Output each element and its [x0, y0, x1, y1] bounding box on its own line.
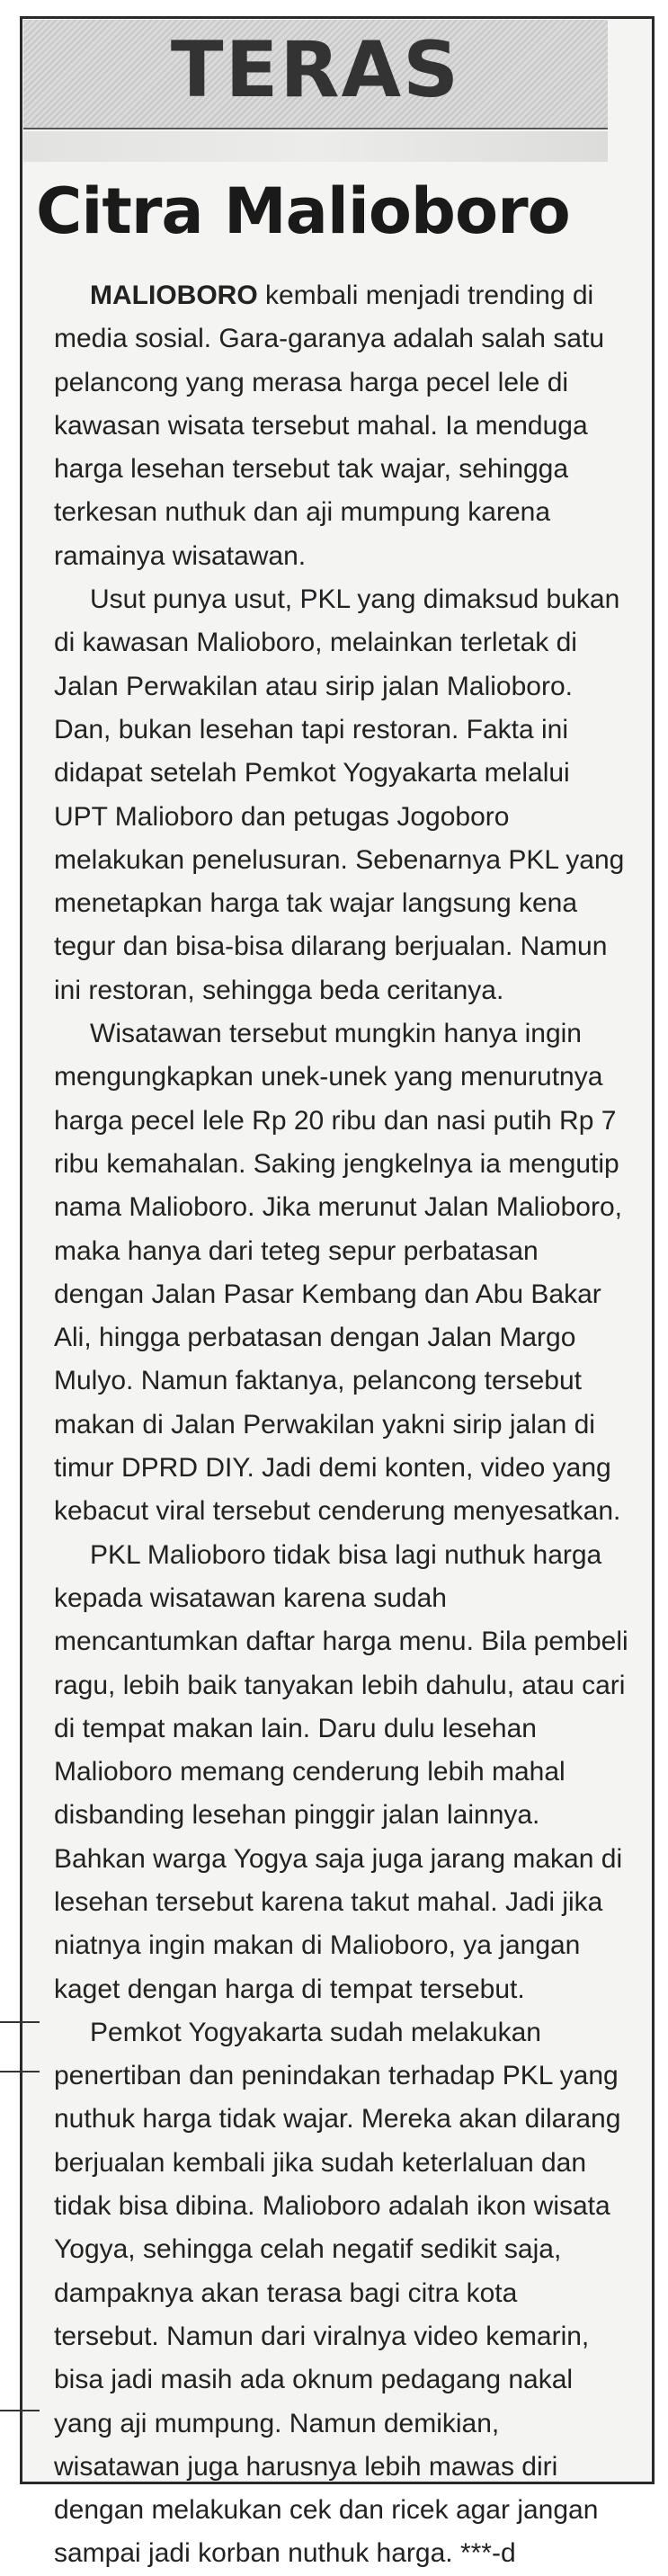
rubric-title: TERAS [170, 25, 461, 115]
bleed-through-strip [23, 131, 608, 162]
article-paragraph: PKL Malioboro tidak bisa lagi nuthuk harga kepada wisatawan karena sudah mencantumkan daftar harga menu. Bila pembeli ragu, lebih baik tanyakan lebih dahulu, atau cari di tempat makan lain. Daru dulu lesehan Malioboro memang cenderung lebih mahal disbanding lesehan pinggir jalan lainnya. Bahkan warga Yogya saja juga jarang makan di lesehan tersebut karena takut mahal. Jadi jika niatnya ingin makan di Malioboro, ya jangan kaget dengan harga di tempat tersebut. [54, 1539, 628, 2004]
paragraph-text: kembali menjadi trending di media sosial. Gara-garanya adalah salah satu pelancong yang merasa harga pecel lele di kawasan wisata tersebut mahal. Ia menduga harga lesehan tersebut tak wajar, sehingga terkesan nuthuk dan aji mumpung karena ramainya wisatawan. [54, 281, 605, 571]
lead-word: MALIOBORO [90, 281, 258, 310]
article-paragraph: Wisatawan tersebut mungkin hanya ingin mengungkapkan unek-unek yang menurutnya harga pecel lele Rp 20 ribu dan nasi putih Rp 7 ribu kemahalan. Saking jengkelnya ia mengutip nama Malioboro. Jika merunut Jalan Malioboro, maka hanya dari teteg sepur perbatasan dengan Jalan Pasar Kembang dan Abu Bakar Ali, hingga perbatasan dengan Jalan Margo Mulyo. Namun faktanya, pelancong tersebut makan di Jalan Perwakilan yakni sirip jalan di timur DPRD DIY. Jadi demi konten, video yang kebacut viral tersebut cenderung menyesatkan. [54, 1019, 622, 1527]
margin-tick [0, 2071, 40, 2072]
article-headline: Citra Malioboro [36, 174, 570, 248]
article-paragraph: Pemkot Yogyakarta sudah melakukan penertiban dan penindakan terhadap PKL yang nuthuk harga tidak wajar. Mereka akan dilarang berjualan kembali jika sudah keterlaluan dan tidak bisa dibina. Malioboro adalah ikon wisata Yogya, sehingga celah negatif sedikit saja, dampaknya akan terasa bagi citra kota tersebut. Namun dari viralnya video kemarin, bisa jadi masih ada oknum pedagang nakal yang aji mumpung. Namun demikian, wisatawan juga harusnya lebih mawas diri dengan melakukan cek dan ricek agar jangan sampai jadi korban nuthuk harga. ***-d [54, 2017, 621, 2569]
rubric-banner [23, 20, 608, 129]
margin-tick [0, 2021, 40, 2023]
margin-tick [0, 2410, 40, 2411]
article-paragraph: Usut punya usut, PKL yang dimaksud bukan di kawasan Malioboro, melainkan terletak di Jalan Perwakilan atau sirip jalan Malioboro. Dan, bukan lesehan tapi restoran. Fakta ini didapat setelah Pemkot Yogyakarta melalui UPT Malioboro dan petugas Jogoboro melakukan penelusuran. Sebenarnya PKL yang menetapkan harga tak wajar langsung kena tegur dan bisa-bisa dilarang berjualan. Namun ini restoran, sehingga beda ceritanya. [54, 584, 625, 1005]
article-body [54, 274, 629, 2576]
article-paragraph [54, 274, 629, 578]
